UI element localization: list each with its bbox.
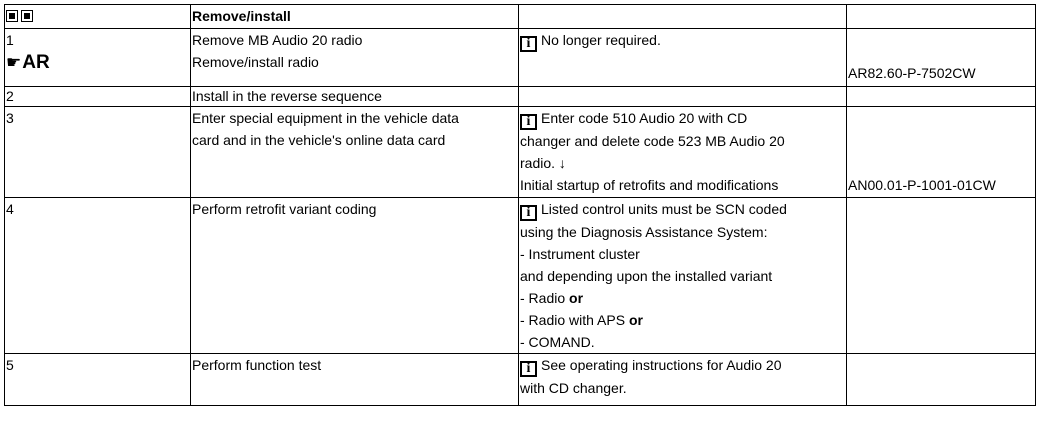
note-text: and depending upon the installed variant bbox=[520, 268, 773, 284]
ref-cell bbox=[847, 198, 1036, 354]
action-cell bbox=[191, 87, 519, 107]
action-text: Perform function test bbox=[192, 357, 322, 373]
action-cell bbox=[191, 107, 519, 198]
note-cell bbox=[519, 29, 847, 87]
header-empty-cell bbox=[847, 5, 1036, 29]
note-cell bbox=[519, 354, 847, 406]
info-icon: i bbox=[520, 205, 537, 221]
action-text: Perform retrofit variant coding bbox=[192, 201, 377, 217]
action-text: Remove/install radio bbox=[192, 54, 319, 70]
procedure-table bbox=[4, 4, 1036, 406]
note-text: with CD changer. bbox=[520, 380, 627, 396]
note-text: Listed control units must be SCN coded bbox=[541, 201, 787, 217]
ref-cell bbox=[847, 354, 1036, 406]
header-empty-cell bbox=[519, 5, 847, 29]
note-text: - COMAND. bbox=[520, 334, 595, 350]
header-icons-cell bbox=[5, 5, 191, 29]
ref-cell bbox=[847, 29, 1036, 87]
info-icon: i bbox=[520, 36, 537, 52]
document-reference-link[interactable]: AR82.60-P-7502CW bbox=[848, 65, 976, 81]
table-row bbox=[5, 29, 1036, 87]
step-cell bbox=[5, 354, 191, 406]
ar-badge[interactable]: ☛AR bbox=[6, 52, 50, 73]
note-cell bbox=[519, 87, 847, 107]
note-text: radio. bbox=[520, 155, 556, 171]
action-text: Remove MB Audio 20 radio bbox=[192, 32, 363, 48]
info-icon: i bbox=[520, 114, 537, 130]
table-row bbox=[5, 87, 1036, 107]
document-reference-link[interactable]: AN00.01-P-1001-01CW bbox=[848, 177, 996, 193]
action-text: card and in the vehicle's online data card bbox=[192, 132, 446, 148]
action-cell bbox=[191, 29, 519, 87]
table-row bbox=[5, 107, 1036, 198]
step-cell bbox=[5, 29, 191, 87]
note-text: - Radio with APS bbox=[520, 312, 626, 328]
note-text: changer and delete code 523 MB Audio 20 bbox=[520, 133, 785, 149]
header-title: Remove/install bbox=[191, 5, 519, 29]
step-number: 4 bbox=[6, 201, 14, 217]
step-number: 1 bbox=[6, 32, 14, 48]
conjunction-text: or bbox=[628, 312, 643, 328]
note-text: Enter code 510 Audio 20 with CD bbox=[541, 110, 748, 126]
info-icon: i bbox=[520, 361, 537, 377]
linked-topic-text[interactable]: Initial startup of retrofits and modifications bbox=[520, 177, 779, 193]
step-number: 2 bbox=[6, 88, 14, 104]
header-row bbox=[5, 5, 1036, 29]
step-cell bbox=[5, 107, 191, 198]
step-number: 3 bbox=[6, 110, 14, 126]
note-text: See operating instructions for Audio 20 bbox=[541, 357, 782, 373]
down-arrow-icon[interactable]: ↓ bbox=[558, 155, 566, 171]
conjunction-text: or bbox=[569, 290, 584, 306]
expand-all-icon[interactable] bbox=[6, 10, 18, 22]
step-number: 5 bbox=[6, 357, 14, 373]
note-text: - Radio bbox=[520, 290, 566, 306]
ref-cell bbox=[847, 87, 1036, 107]
table-row bbox=[5, 198, 1036, 354]
note-cell bbox=[519, 198, 847, 354]
action-cell bbox=[191, 198, 519, 354]
step-cell bbox=[5, 87, 191, 107]
pointing-hand-icon: ☛ bbox=[6, 53, 22, 72]
action-cell bbox=[191, 354, 519, 406]
note-text: - Instrument cluster bbox=[520, 246, 640, 262]
note-text: No longer required. bbox=[541, 32, 661, 48]
action-text: Enter special equipment in the vehicle data bbox=[192, 110, 459, 126]
table-row bbox=[5, 354, 1036, 406]
ref-cell bbox=[847, 107, 1036, 198]
action-text: Install in the reverse sequence bbox=[192, 88, 382, 104]
step-cell bbox=[5, 198, 191, 354]
note-text: using the Diagnosis Assistance System: bbox=[520, 224, 768, 240]
note-cell bbox=[519, 107, 847, 198]
collapse-all-icon[interactable] bbox=[21, 10, 33, 22]
